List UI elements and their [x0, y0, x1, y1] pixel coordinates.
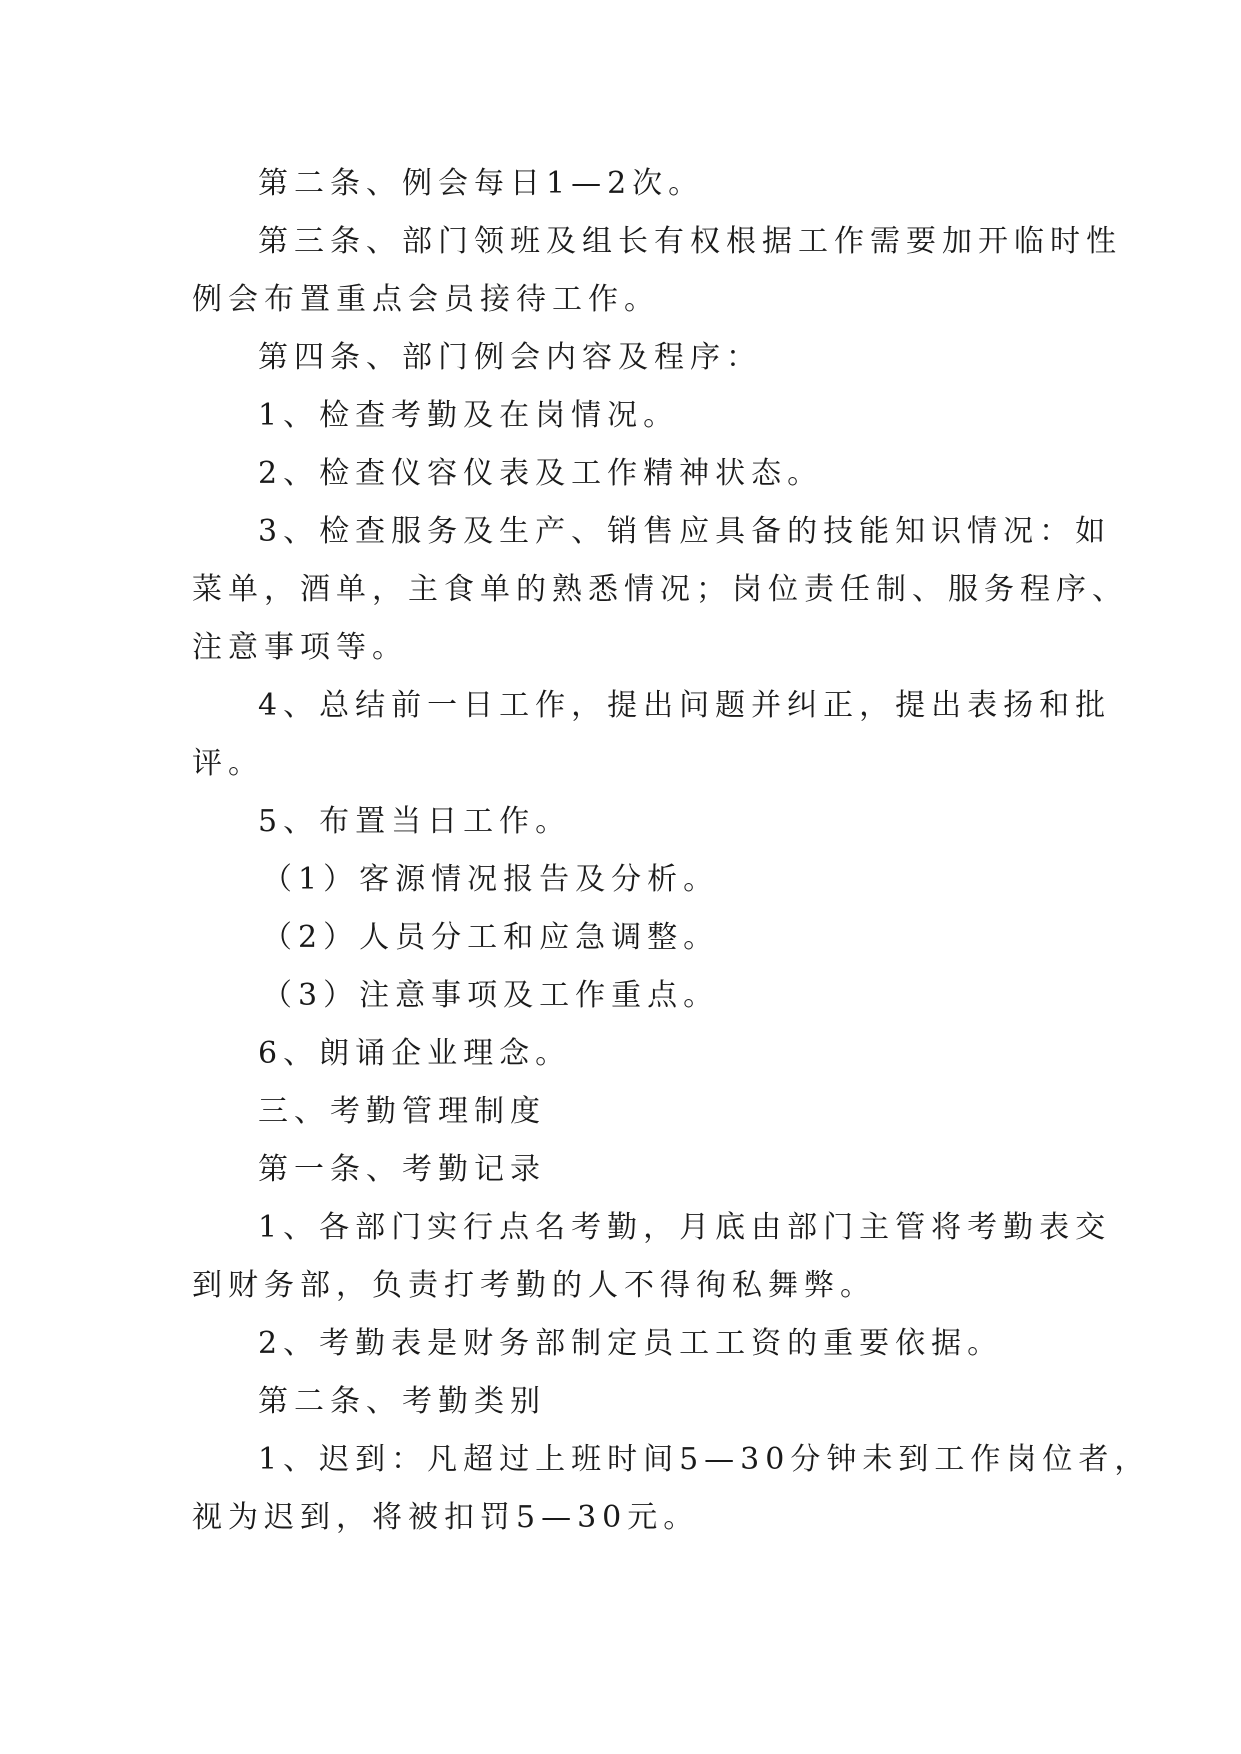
text-line: （2）人员分工和应急调整。	[262, 920, 720, 955]
text-line: 5、布置当日工作。	[258, 804, 572, 839]
text-line: 6、朗诵企业理念。	[258, 1036, 572, 1071]
section-heading: 三、考勤管理制度	[258, 1094, 546, 1129]
text-line: 1、迟到：凡超过上班时间5—30分钟未到工作岗位者，	[258, 1442, 1151, 1477]
text-line: 3、检查服务及生产、销售应具备的技能知识情况：如	[258, 514, 1112, 549]
text-line: 1、检查考勤及在岗情况。	[258, 398, 680, 433]
document-body	[192, 155, 1151, 1547]
text-line: 第四条、部门例会内容及程序：	[258, 340, 762, 375]
text-line: 到财务部，负责打考勤的人不得徇私舞弊。	[192, 1268, 876, 1303]
text-line: 视为迟到，将被扣罚5—30元。	[192, 1500, 700, 1535]
text-line: （3）注意事项及工作重点。	[262, 978, 720, 1013]
text-line: 1、各部门实行点名考勤，月底由部门主管将考勤表交	[258, 1210, 1112, 1245]
text-line: 第二条、考勤类别	[258, 1384, 546, 1419]
text-line: （1）客源情况报告及分析。	[262, 862, 720, 897]
text-line: 2、考勤表是财务部制定员工工资的重要依据。	[258, 1326, 1004, 1361]
text-line: 第一条、考勤记录	[258, 1152, 546, 1187]
text-line: 注意事项等。	[192, 630, 408, 665]
text-line: 菜单，酒单，主食单的熟悉情况；岗位责任制、服务程序、	[192, 572, 1128, 607]
text-line: 4、总结前一日工作，提出问题并纠正，提出表扬和批	[258, 688, 1112, 723]
text-line: 评。	[192, 746, 264, 781]
text-line: 第三条、部门领班及组长有权根据工作需要加开临时性	[258, 224, 1122, 259]
text-line: 例会布置重点会员接待工作。	[192, 282, 660, 317]
text-line: 第二条、例会每日1—2次。	[258, 166, 705, 201]
text-line: 2、检查仪容仪表及工作精神状态。	[258, 456, 824, 491]
